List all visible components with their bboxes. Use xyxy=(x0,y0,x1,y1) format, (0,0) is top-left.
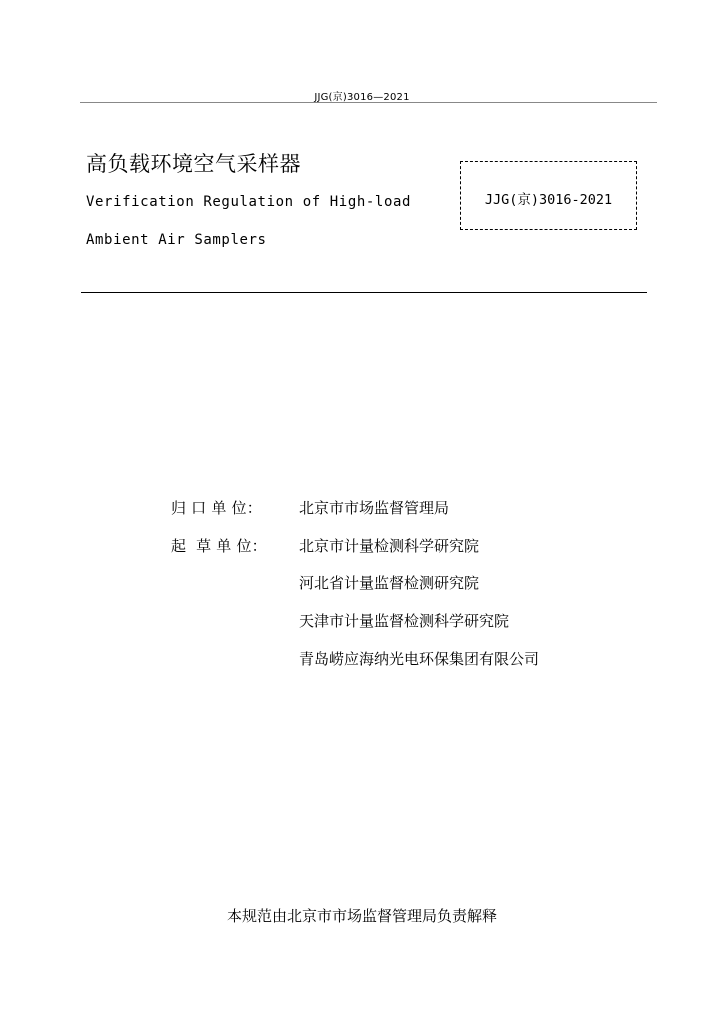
standard-code-text: JJG(京)3016-2021 xyxy=(484,192,613,208)
drafting-unit-4: 青岛崂应海纳光电环保集团有限公司 xyxy=(299,650,540,668)
interpretation-statement: 本规范由北京市市场监督管理局负责解释 xyxy=(226,907,497,925)
title-english-line1: Verification Regulation of High-load xyxy=(86,194,412,210)
title-divider xyxy=(81,292,647,293)
drafting-unit-2: 河北省计量监督检测研究院 xyxy=(299,574,480,592)
responsible-unit-value: 北京市市场监督管理局 xyxy=(299,499,450,517)
responsible-unit-label: 归 口 单 位： xyxy=(171,499,262,517)
header-standard-code: JJG(京)3016—2021 xyxy=(314,92,410,103)
header-divider xyxy=(80,102,657,103)
title-chinese: 高负载环境空气采样器 xyxy=(86,152,301,176)
standard-code-box xyxy=(460,161,637,230)
drafting-unit-3: 天津市计量监督检测科学研究院 xyxy=(299,612,510,630)
title-english-line2: Ambient Air Samplers xyxy=(86,232,267,248)
drafting-unit-1: 北京市计量检测科学研究院 xyxy=(299,537,480,555)
drafting-unit-label: 起 草 单 位： xyxy=(171,537,267,555)
